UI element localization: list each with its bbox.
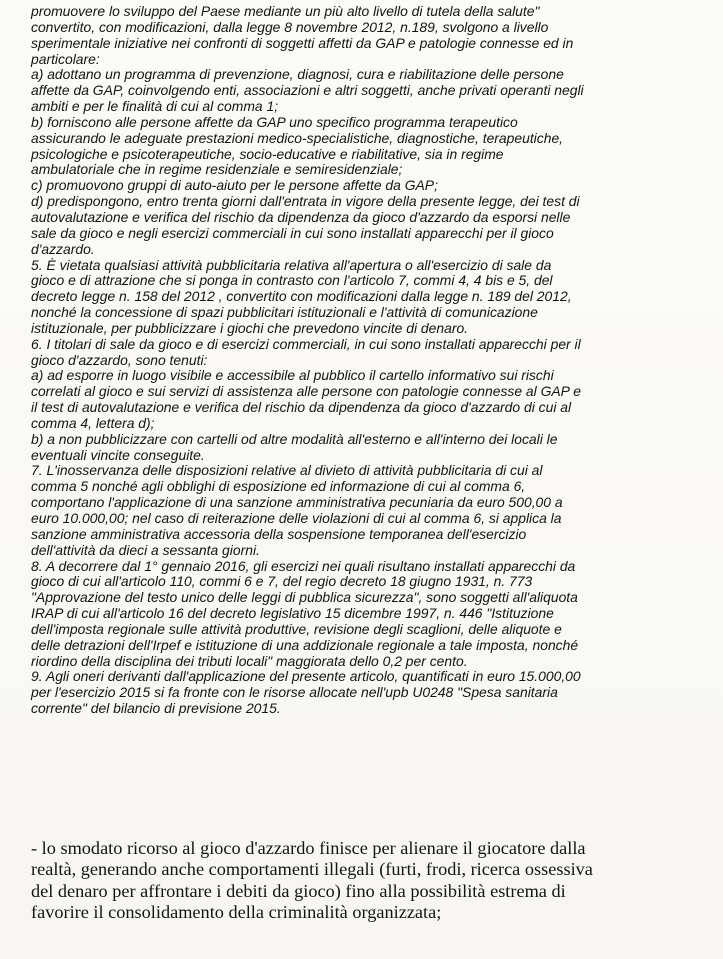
text-line: ambulatoriale che in regime residenziale e semiresidenziale; [31,161,403,178]
text-line: euro 10.000,00; nel caso di reiterazione delle violazioni di cui al comma 6, si applica la [31,510,562,526]
text-line: del denaro per affrontare i debiti da gioco) fino alla possibilità estrema di [31,880,566,901]
text-line: - lo smodato ricorso al gioco d'azzardo finisce per alienare il giocatore dalla [31,838,586,858]
text-line: favorire il consolidamento della criminalità organizzata; [31,902,442,923]
text-line: psicologiche e psicoterapeutiche, socio-educative e riabilitative, sia in regime [31,145,504,162]
text-line: gioco d'azzardo, sono tenuti: [31,351,208,368]
text-line: dell'imposta regionale sulle attività produttive, revisione degli scaglioni, delle aliquote e [31,620,562,637]
text-line: per l'esercizio 2015 si fa fronte con le risorse allocate nell'upb U0248 "Spesa sanitaria [31,684,558,701]
text-line: a) adottano un programma di prevenzione, diagnosi, cura e riabilitazione delle persone [31,66,564,83]
text-line: ambiti e per le finalità di cui al comma 1; [31,98,279,115]
text-line: "Approvazione del testo unico delle leggi di pubblica sicurezza", sono soggetti all'aliquota [31,589,578,606]
text-line: realtà, generando anche comportamenti illegali (furti, frodi, ricerca ossessiva [31,859,593,880]
text-line: IRAP di cui all'articolo 16 del decreto legislativo 15 dicembre 1997, n. 446 "Istituzione [31,605,554,622]
text-line: 7. L'inosservanza delle disposizioni relative al divieto di attività pubblicitaria di cui al [31,462,543,479]
text-line: a) ad esporre in luogo visibile e accessibile al pubblico il cartello informativo sui rischi [31,367,554,384]
text-line: nonché la concessione di spazi pubblicitari istituzionali e l'attività di comunicazione [31,304,538,321]
text-line: convertito, con modificazioni, dalla legge 8 novembre 2012, n.189, svolgono a livello [31,18,549,35]
text-line: eventuali vincite conseguite. [31,446,205,463]
text-line: autovalutazione e verifica del rischio da dipendenza da gioco d'azzardo da esporsi nelle [31,208,571,225]
text-line: assicurando le adeguate prestazioni medico-specialistiche, diagnostiche, terapeutiche, [31,129,564,146]
text-line: decreto legge n. 158 del 2012 , convertito con modificazioni dalla legge n. 189 del 2012, [31,288,572,305]
text-line: corrente" del bilancio di previsione 2015. [31,700,281,717]
text-line: gioco di cui all'articolo 110, commi 6 e 7, del regio decreto 18 giugno 1931, n. 773 [31,573,533,590]
text-line: correlati al gioco e sui servizi di assistenza alle persone con patologie connesse al GAP e [31,383,582,400]
text-line: comma 5 nonché agli obblighi di esposizione ed informazione di cui al comma 6, [31,478,526,495]
text-line: comportano l'applicazione di una sanzione amministrativa pecuniaria da euro 500,00 a [31,494,563,511]
text-line: dell'attività da dieci a sessanta giorni. [31,541,260,558]
text-line: b) a non pubblicizzare con cartelli od altre modalità all'esterno e all'interno dei locali le [31,430,558,447]
text-line: 5. È vietata qualsiasi attività pubblicitaria relativa all'apertura o all'esercizio di sale da [31,256,552,273]
text-line: sperimentale iniziative nei confronti di soggetti affetti da GAP e patologie connesse ed in [31,34,574,51]
text-line: d) predispongono, entro trenta giorni dall'entrata in vigore della presente legge, dei test di [31,193,580,210]
text-line: sanzione amministrativa accessoria della sospensione temporanea dell'esercizio [31,525,527,542]
text-line: sale da gioco e negli esercizi commerciali in cui sono installati apparecchi per il gioco [31,224,554,241]
text-line: b) forniscono alle persone affette da GAP uno specifico programma terapeutico [31,113,518,130]
text-line: c) promuovono gruppi di auto-aiuto per le persone affette da GAP; [31,177,438,194]
text-line: il test di autovalutazione e verifica del rischio da dipendenza da gioco d'azzardo di cui al [31,399,572,416]
text-line: d'azzardo. [31,240,95,257]
text-line: riordino della disciplina dei tributi locali" maggiorata dello 0,2 per cento. [31,652,468,669]
text-line: promuovere lo sviluppo del Paese mediante un più alto livello di tutela della salute" [31,3,540,19]
law-article-text [31,4,706,717]
text-line: 9. Agli oneri derivanti dall'applicazione del presente articolo, quantificati in euro 15.000,00 [31,668,581,685]
text-line: comma 4, lettera d); [31,414,155,431]
text-line: delle detrazioni dell'Irpef e istituzione di una addizionale regionale a tale imposta, nonché [31,636,579,653]
commentary-paragraph [31,838,711,924]
text-line: istituzionale, per pubblicizzare i giochi che prevedono vincite di denaro. [31,319,469,336]
text-line: gioco e di attrazione che si ponga in contrasto con l'articolo 7, commi 4, 4 bis e 5, del [31,272,553,289]
text-line: affette da GAP, coinvolgendo enti, associazioni e altri soggetti, anche privati operanti negli [31,82,584,99]
text-line: 6. I titolari di sale da gioco e di esercizi commerciali, in cui sono installati apparecchi per il [31,335,581,352]
text-line: particolare: [31,50,100,67]
text-line: 8. A decorrere dal 1° gennaio 2016, gli esercizi nei quali risultano installati apparecchi da [31,557,576,574]
